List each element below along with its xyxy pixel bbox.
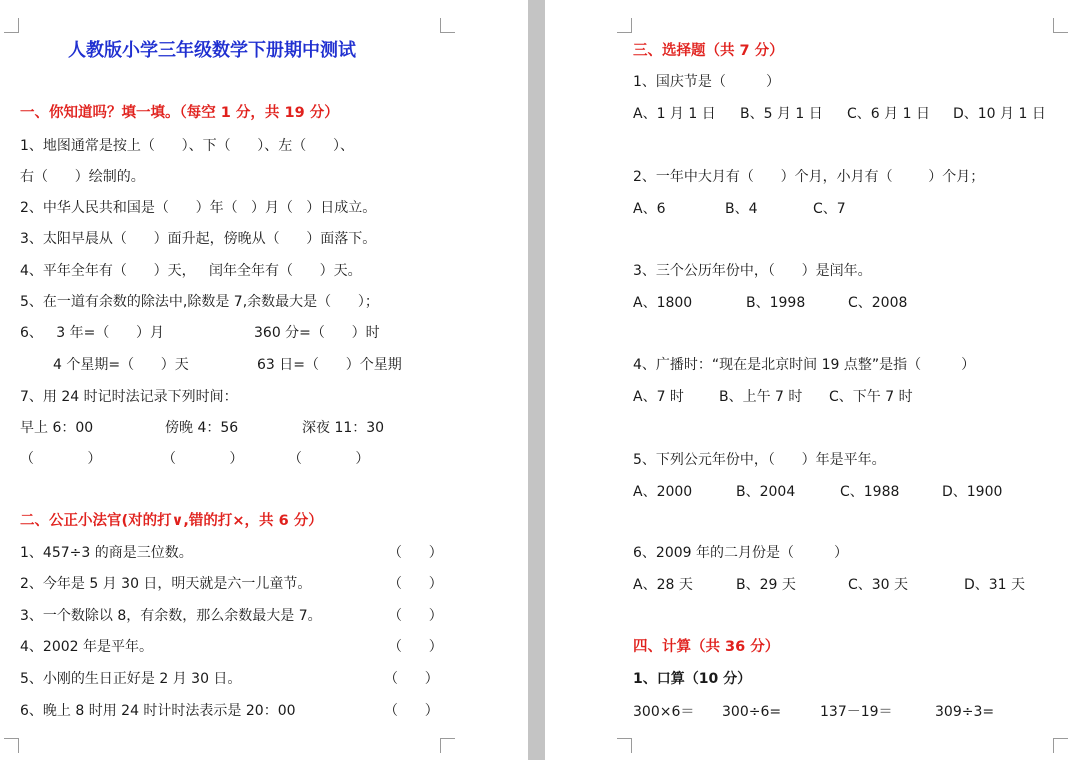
s1-line: 右（ ）绘制的。 <box>20 169 145 185</box>
subsection-title: 1、口算（10 分） <box>633 671 752 687</box>
s1-line: 2、中华人民共和国是（ ）年（ ）月（ ）日成立。 <box>20 200 377 216</box>
option: D、31 天 <box>964 577 1026 593</box>
option: C、2008 <box>848 295 908 311</box>
calc-problem: 300×6＝ <box>633 704 695 720</box>
left-page <box>0 0 528 760</box>
question-stem: 2、一年中大月有（ ）个月，小月有（ ）个月； <box>633 169 985 185</box>
crop-mark-bottom-right <box>440 738 455 753</box>
option: B、1998 <box>746 295 806 311</box>
s1-line: 6、 3 年=（ ）月 <box>20 325 165 341</box>
time-item: 早上 6：00 <box>20 420 94 436</box>
option: D、1900 <box>942 484 1003 500</box>
option: B、5 月 1 日 <box>740 106 823 122</box>
option: A、28 天 <box>633 577 693 593</box>
option: A、2000 <box>633 484 693 500</box>
option: C、下午 7 时 <box>829 389 913 405</box>
judge-item: 1、457÷3 的商是三位数。 <box>20 545 193 561</box>
answer-blank: （ ） <box>288 451 370 467</box>
s1-line: 360 分=（ ）时 <box>254 325 380 341</box>
section2-heading: 二、公正小法官(对的打∨,错的打×，共 6 分） <box>20 513 323 529</box>
judge-item: 5、小刚的生日正好是 2 月 30 日。 <box>20 671 242 687</box>
judge-item: 4、2002 年是平年。 <box>20 639 153 655</box>
judge-item: 6、晚上 8 时用 24 时计时法表示是 20：00 <box>20 703 296 719</box>
option: C、6 月 1 日 <box>847 106 930 122</box>
crop-mark-bottom-right <box>1053 738 1068 753</box>
option: A、1 月 1 日 <box>633 106 716 122</box>
crop-mark-top-right <box>1053 18 1068 33</box>
calc-problem: 309÷3= <box>935 704 995 720</box>
s1-line: 63 日=（ ）个星期 <box>257 357 402 373</box>
time-item: 傍晚 4：56 <box>165 420 239 436</box>
option: B、上午 7 时 <box>719 389 803 405</box>
judge-blank: （ ） <box>388 639 443 655</box>
crop-mark-bottom-left <box>4 738 19 753</box>
s1-line: 5、在一道有余数的除法中,除数是 7,余数最大是（ ）； <box>20 294 379 310</box>
option: D、10 月 1 日 <box>953 106 1046 122</box>
judge-item: 3、一个数除以 8，有余数，那么余数最大是 7。 <box>20 608 322 624</box>
option: A、1800 <box>633 295 693 311</box>
time-item: 深夜 11：30 <box>302 420 385 436</box>
right-page <box>545 0 1080 760</box>
judge-blank: （ ） <box>388 545 443 561</box>
option: B、2004 <box>736 484 796 500</box>
question-stem: 3、三个公历年份中，（ ）是闰年。 <box>633 263 872 279</box>
option: B、29 天 <box>736 577 796 593</box>
s1-line: 1、地图通常是按上（ ）、下（ ）、左（ ）、 <box>20 138 355 154</box>
calc-problem: 137－19＝ <box>820 704 893 720</box>
crop-mark-top-left <box>4 18 19 33</box>
option: A、6 <box>633 201 666 217</box>
judge-blank: （ ） <box>388 608 443 624</box>
s1-line: 7、用 24 时记时法记录下列时间： <box>20 389 238 405</box>
option: B、4 <box>725 201 758 217</box>
judge-blank: （ ） <box>384 671 439 687</box>
s1-line: 4 个星期=（ ）天 <box>53 357 189 373</box>
document-title: 人教版小学三年级数学下册期中测试 <box>68 40 356 61</box>
question-stem: 1、国庆节是（ ） <box>633 74 780 90</box>
question-stem: 5、下列公元年份中，（ ）年是平年。 <box>633 452 886 468</box>
answer-blank: （ ） <box>162 451 244 467</box>
option: A、7 时 <box>633 389 684 405</box>
judge-blank: （ ） <box>388 576 443 592</box>
section1-heading: 一、你知道吗？填一填。（每空 1 分，共 19 分） <box>20 105 339 121</box>
option: C、1988 <box>840 484 900 500</box>
section4-heading: 四、计算（共 36 分） <box>633 639 780 655</box>
crop-mark-top-right <box>440 18 455 33</box>
calc-problem: 300÷6= <box>722 704 782 720</box>
answer-blank: （ ） <box>20 451 102 467</box>
page-gutter <box>528 0 545 760</box>
crop-mark-top-left <box>617 18 632 33</box>
crop-mark-bottom-left <box>617 738 632 753</box>
section3-heading: 三、选择题（共 7 分） <box>633 43 784 59</box>
s1-line: 4、平年全年有（ ）天， 闰年全年有（ ）天。 <box>20 263 362 279</box>
s1-line: 3、太阳早晨从（ ）面升起，傍晚从（ ）面落下。 <box>20 231 377 247</box>
question-stem: 4、广播时：“现在是北京时间 19 点整”是指（ ） <box>633 357 976 373</box>
judge-blank: （ ） <box>384 703 439 719</box>
option: C、7 <box>813 201 846 217</box>
question-stem: 6、2009 年的二月份是（ ） <box>633 545 849 561</box>
option: C、30 天 <box>848 577 909 593</box>
judge-item: 2、今年是 5 月 30 日，明天就是六一儿童节。 <box>20 576 312 592</box>
